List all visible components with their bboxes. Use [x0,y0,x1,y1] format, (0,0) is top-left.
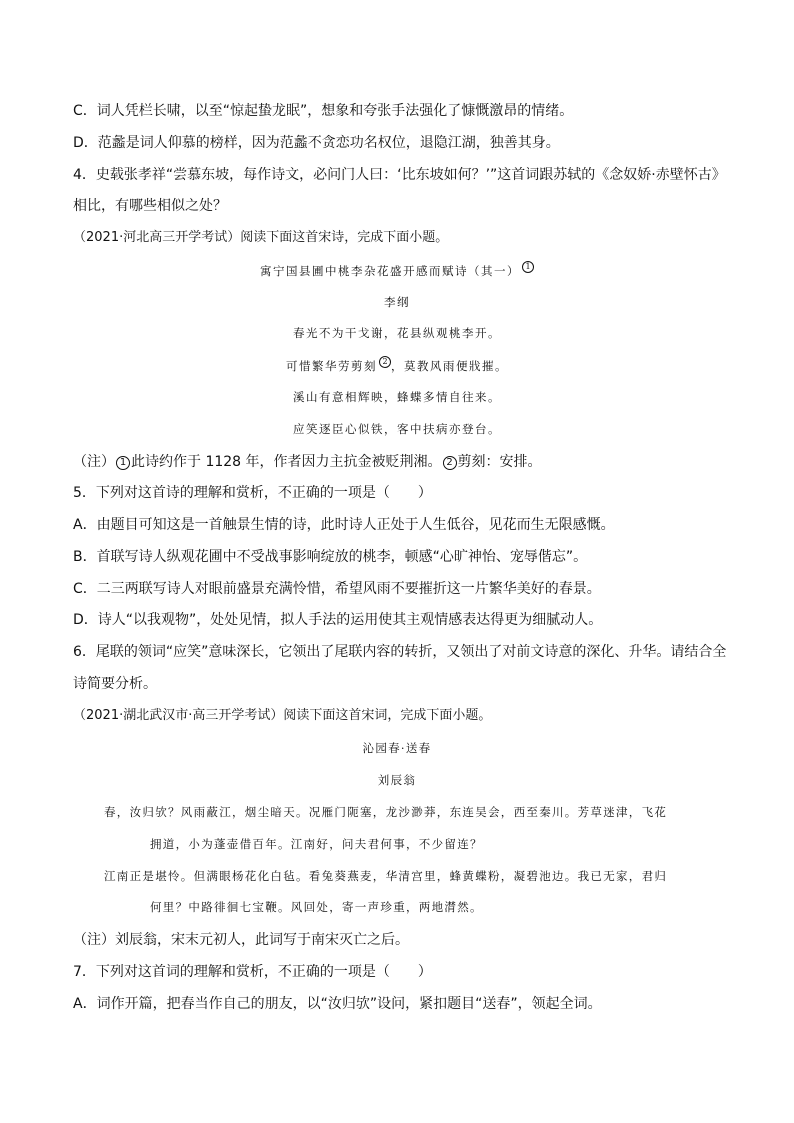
poem-line [0,356,794,375]
question-5-option-c: C．二三两联写诗人对眼前盛景充满怜惜，希望风雨不要摧折这一片繁华美好的春景。 [73,581,601,597]
poem-author: 李纲 [384,295,410,309]
poem-title-text: 寓宁国县圃中桃李杂花盛开感而赋诗（其一） [260,264,520,278]
ci-line: 春，汝归欤？风雨蔽江，烟尘暗天。况雁门阨塞，龙沙渺莽，东连吴会，西至秦川。芳草迷津，飞花 [104,805,668,819]
note-prefix: （注） [73,454,115,470]
ci-author: 刘辰翁 [377,773,417,787]
poem-title [0,261,794,280]
question-7: 7．下列对这首词的理解和赏析，不正确的一项是（ ） [73,964,432,980]
source-line-hubei: （2021·湖北武汉市·高三开学考试）阅读下面这首宋词，完成下面小题。 [73,708,492,723]
question-6-continued: 诗简要分析。 [73,676,157,692]
poem-line-text: 可惜繁华劳剪刻 [286,359,377,373]
note-body: 此诗约作于 1128 年，作者因力主抗金被贬荆湘。 [131,454,442,470]
question-5: 5．下列对这首诗的理解和赏析，不正确的一项是（ ） [73,485,432,501]
footnote-marker: 1 [116,456,130,470]
question-5-option-b: B．首联写诗人纵观花圃中不受战事影响绽放的桃李，顿感“心旷神怡、宠辱偕忘”。 [73,549,588,565]
question-6: 6．尾联的领词“应笑”意味深长，它领出了尾联内容的转折，又领出了对前文诗意的深化、升华。请结合全 [73,644,727,660]
footnote-marker: 2 [379,356,391,368]
question-4-continued: 相比，有哪些相似之处？ [73,198,227,214]
footnote-marker: 2 [443,456,457,470]
question-5-option-d: D．诗人“以我观物”，处处见情，拟人手法的运用使其主观情感表达得更为细腻动人。 [73,612,603,628]
ci-note: （注）刘辰翁，宋末元初人，此词写于南宋灭亡之后。 [73,932,409,948]
ci-title: 沁园春·送春 [362,741,432,755]
ci-line: 何里？中路徘徊七宝鞭。风回处，寄一声珍重，两地潸然。 [150,900,483,914]
question-d-option: D．范蠡是词人仰慕的榜样，因为范蠡不贪恋功名权位，退隐江湖，独善其身。 [73,135,560,151]
question-7-option-a: A．词作开篇，把春当作自己的朋友，以“汝归欤”设问，紧扣题目“送春”，领起全词。 [73,996,602,1012]
poem-line: 应笑逐臣心似铁，客中扶病亦登台。 [293,422,501,436]
poem-line: 溪山有意相辉映，蜂蝶多情自往来。 [293,390,501,404]
question-4: 4．史载张孝祥“尝慕东坡，每作诗文，必问门人曰：‘比东坡如何？’”这首词跟苏轼的《念奴娇·赤壁怀古》 [73,167,726,183]
note-body: 剪刻：安排。 [457,454,542,470]
source-line-hebei: （2021·河北高三开学考试）阅读下面这首宋诗，完成下面小题。 [73,230,449,245]
ci-line: 江南正是堪怜。但满眼杨花化白毡。看兔葵燕麦，华清宫里，蜂黄蝶粉，凝碧池边。我已无家，君归 [104,869,668,883]
question-5-option-a: A．由题目可知这是一首触景生情的诗，此时诗人正处于人生低谷，见花而生无限感慨。 [73,517,615,533]
poem-line-text: ，莫教风雨便戕摧。 [391,359,508,373]
ci-line: 拥道，小为蓬壶借百年。江南好，问夫君何事，不少留连？ [150,837,483,851]
footnote-marker: 1 [522,261,534,273]
poem-note [73,452,542,472]
poem-line: 春光不为干戈谢，花县纵观桃李开。 [293,326,501,340]
question-c-option: C．词人凭栏长啸，以至“惊起蛰龙眠”，想象和夸张手法强化了慷慨激昂的情绪。 [73,103,574,119]
